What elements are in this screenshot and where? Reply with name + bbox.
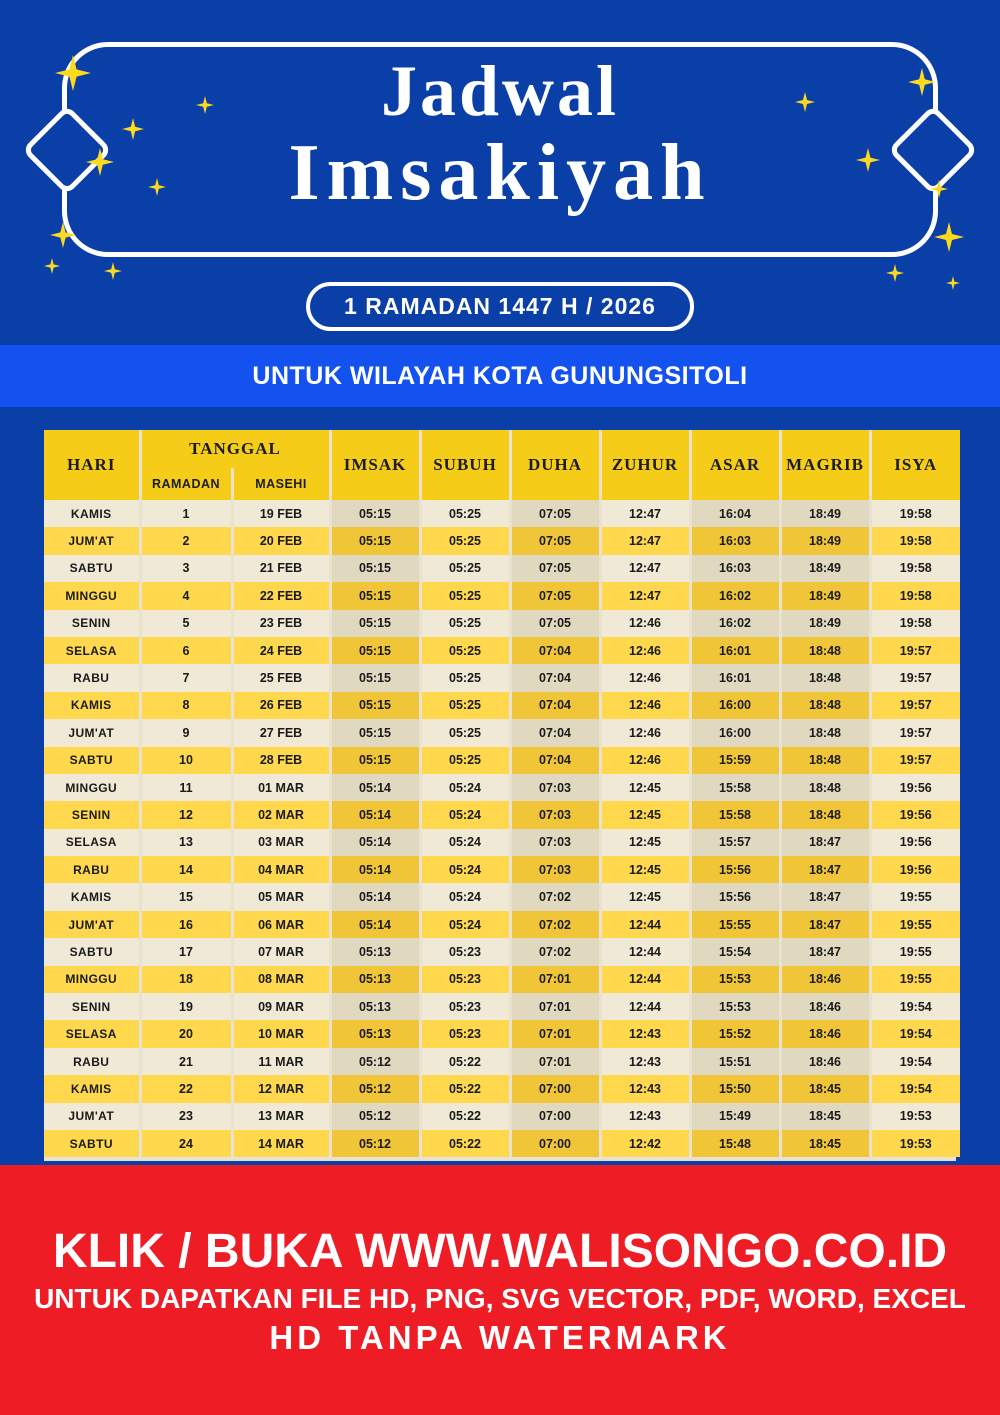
cell-duha: 07:04 xyxy=(510,692,600,719)
table-body xyxy=(44,500,960,1157)
cell-ramadan: 15 xyxy=(140,883,232,910)
cell-magrib: 18:48 xyxy=(780,637,870,664)
cell-ramadan: 9 xyxy=(140,719,232,746)
cell-asar: 15:57 xyxy=(690,829,780,856)
cell-duha: 07:01 xyxy=(510,1020,600,1047)
table-row xyxy=(44,966,960,993)
cell-hari: SELASA xyxy=(44,1020,140,1047)
cell-magrib: 18:49 xyxy=(780,582,870,609)
cell-subuh: 05:23 xyxy=(420,1020,510,1047)
cell-masehi: 03 MAR xyxy=(232,829,330,856)
cell-imsak: 05:15 xyxy=(330,500,420,527)
cell-zuhur: 12:43 xyxy=(600,1020,690,1047)
cell-asar: 15:56 xyxy=(690,856,780,883)
cell-ramadan: 18 xyxy=(140,966,232,993)
cell-duha: 07:04 xyxy=(510,664,600,691)
table-row xyxy=(44,555,960,582)
cell-imsak: 05:12 xyxy=(330,1048,420,1075)
cell-zuhur: 12:45 xyxy=(600,801,690,828)
cell-zuhur: 12:43 xyxy=(600,1048,690,1075)
cell-subuh: 05:25 xyxy=(420,500,510,527)
col-hari: HARI xyxy=(44,430,140,500)
cell-ramadan: 24 xyxy=(140,1130,232,1157)
cell-isya: 19:58 xyxy=(870,555,960,582)
cell-imsak: 05:15 xyxy=(330,692,420,719)
cell-zuhur: 12:44 xyxy=(600,938,690,965)
cell-masehi: 10 MAR xyxy=(232,1020,330,1047)
cell-magrib: 18:49 xyxy=(780,610,870,637)
cell-isya: 19:55 xyxy=(870,883,960,910)
cell-asar: 16:03 xyxy=(690,527,780,554)
cell-zuhur: 12:46 xyxy=(600,637,690,664)
cell-magrib: 18:46 xyxy=(780,1048,870,1075)
cell-isya: 19:56 xyxy=(870,856,960,883)
cell-imsak: 05:14 xyxy=(330,774,420,801)
cell-masehi: 23 FEB xyxy=(232,610,330,637)
cell-isya: 19:57 xyxy=(870,664,960,691)
cell-asar: 15:49 xyxy=(690,1103,780,1130)
cell-subuh: 05:22 xyxy=(420,1075,510,1102)
cell-zuhur: 12:46 xyxy=(600,664,690,691)
cell-isya: 19:54 xyxy=(870,1075,960,1102)
cell-imsak: 05:12 xyxy=(330,1130,420,1157)
table-row xyxy=(44,1103,960,1130)
cell-ramadan: 12 xyxy=(140,801,232,828)
cell-asar: 15:58 xyxy=(690,801,780,828)
cell-subuh: 05:23 xyxy=(420,938,510,965)
cell-isya: 19:54 xyxy=(870,1020,960,1047)
cell-hari: SENIN xyxy=(44,801,140,828)
cell-subuh: 05:24 xyxy=(420,911,510,938)
cell-asar: 15:58 xyxy=(690,774,780,801)
cell-duha: 07:00 xyxy=(510,1130,600,1157)
cell-ramadan: 13 xyxy=(140,829,232,856)
poster-title xyxy=(0,51,1000,217)
cell-masehi: 21 FEB xyxy=(232,555,330,582)
cell-imsak: 05:14 xyxy=(330,883,420,910)
cell-duha: 07:04 xyxy=(510,719,600,746)
cell-hari: MINGGU xyxy=(44,966,140,993)
title-line-1: Jadwal xyxy=(380,51,620,131)
cell-duha: 07:00 xyxy=(510,1103,600,1130)
cell-hari: KAMIS xyxy=(44,883,140,910)
cell-subuh: 05:25 xyxy=(420,719,510,746)
cell-isya: 19:55 xyxy=(870,966,960,993)
cell-magrib: 18:48 xyxy=(780,664,870,691)
schedule-table-container xyxy=(44,430,956,1161)
watermark-banner xyxy=(0,1165,1000,1415)
cell-magrib: 18:48 xyxy=(780,801,870,828)
cell-ramadan: 22 xyxy=(140,1075,232,1102)
cell-imsak: 05:15 xyxy=(330,527,420,554)
cell-subuh: 05:25 xyxy=(420,664,510,691)
cell-masehi: 27 FEB xyxy=(232,719,330,746)
cell-duha: 07:05 xyxy=(510,610,600,637)
cell-zuhur: 12:46 xyxy=(600,719,690,746)
cell-hari: SENIN xyxy=(44,993,140,1020)
cell-imsak: 05:13 xyxy=(330,1020,420,1047)
cell-zuhur: 12:43 xyxy=(600,1103,690,1130)
cell-hari: KAMIS xyxy=(44,692,140,719)
cell-subuh: 05:24 xyxy=(420,829,510,856)
cell-imsak: 05:15 xyxy=(330,637,420,664)
cell-masehi: 01 MAR xyxy=(232,774,330,801)
cell-subuh: 05:22 xyxy=(420,1048,510,1075)
cell-hari: MINGGU xyxy=(44,774,140,801)
cell-ramadan: 21 xyxy=(140,1048,232,1075)
footer-line-1: KLIK / BUKA WWW.WALISONGO.CO.ID xyxy=(52,1224,948,1278)
imsakiyah-table xyxy=(44,430,960,1157)
poster-header xyxy=(0,0,1000,345)
cell-asar: 15:54 xyxy=(690,938,780,965)
cell-magrib: 18:49 xyxy=(780,500,870,527)
cell-magrib: 18:48 xyxy=(780,719,870,746)
cell-asar: 16:00 xyxy=(690,692,780,719)
table-row xyxy=(44,911,960,938)
cell-zuhur: 12:47 xyxy=(600,582,690,609)
cell-masehi: 07 MAR xyxy=(232,938,330,965)
cell-ramadan: 10 xyxy=(140,747,232,774)
cell-isya: 19:53 xyxy=(870,1103,960,1130)
cell-magrib: 18:45 xyxy=(780,1075,870,1102)
cell-subuh: 05:22 xyxy=(420,1103,510,1130)
cell-duha: 07:05 xyxy=(510,555,600,582)
cell-magrib: 18:48 xyxy=(780,774,870,801)
star-icon xyxy=(886,264,904,282)
cell-hari: KAMIS xyxy=(44,500,140,527)
cell-ramadan: 20 xyxy=(140,1020,232,1047)
table-row xyxy=(44,993,960,1020)
cell-hari: SABTU xyxy=(44,938,140,965)
cell-imsak: 05:14 xyxy=(330,856,420,883)
cell-magrib: 18:45 xyxy=(780,1130,870,1157)
cell-isya: 19:53 xyxy=(870,1130,960,1157)
cell-ramadan: 14 xyxy=(140,856,232,883)
cell-magrib: 18:47 xyxy=(780,883,870,910)
cell-ramadan: 16 xyxy=(140,911,232,938)
cell-isya: 19:56 xyxy=(870,774,960,801)
cell-isya: 19:54 xyxy=(870,1048,960,1075)
cell-asar: 16:02 xyxy=(690,582,780,609)
cell-magrib: 18:48 xyxy=(780,692,870,719)
cell-isya: 19:58 xyxy=(870,610,960,637)
cell-asar: 15:59 xyxy=(690,747,780,774)
cell-duha: 07:02 xyxy=(510,883,600,910)
cell-hari: RABU xyxy=(44,856,140,883)
cell-magrib: 18:49 xyxy=(780,527,870,554)
cell-imsak: 05:15 xyxy=(330,747,420,774)
cell-isya: 19:56 xyxy=(870,801,960,828)
cell-hari: JUM'AT xyxy=(44,719,140,746)
cell-hari: SABTU xyxy=(44,747,140,774)
cell-imsak: 05:12 xyxy=(330,1075,420,1102)
cell-zuhur: 12:46 xyxy=(600,610,690,637)
cell-masehi: 06 MAR xyxy=(232,911,330,938)
cell-masehi: 25 FEB xyxy=(232,664,330,691)
cell-hari: SABTU xyxy=(44,1130,140,1157)
cell-asar: 15:51 xyxy=(690,1048,780,1075)
col-zuhur: ZUHUR xyxy=(600,430,690,500)
cell-hari: RABU xyxy=(44,1048,140,1075)
cell-zuhur: 12:42 xyxy=(600,1130,690,1157)
cell-duha: 07:04 xyxy=(510,747,600,774)
cell-duha: 07:04 xyxy=(510,637,600,664)
cell-isya: 19:58 xyxy=(870,500,960,527)
cell-ramadan: 5 xyxy=(140,610,232,637)
cell-asar: 15:50 xyxy=(690,1075,780,1102)
cell-duha: 07:03 xyxy=(510,774,600,801)
footer-line-2: UNTUK DAPATKAN FILE HD, PNG, SVG VECTOR, PDF, WORD, EXCEL xyxy=(34,1282,966,1314)
cell-isya: 19:57 xyxy=(870,637,960,664)
cell-duha: 07:03 xyxy=(510,801,600,828)
cell-subuh: 05:25 xyxy=(420,527,510,554)
cell-masehi: 19 FEB xyxy=(232,500,330,527)
cell-subuh: 05:25 xyxy=(420,637,510,664)
cell-subuh: 05:25 xyxy=(420,555,510,582)
cell-subuh: 05:24 xyxy=(420,774,510,801)
cell-imsak: 05:13 xyxy=(330,993,420,1020)
cell-masehi: 24 FEB xyxy=(232,637,330,664)
cell-subuh: 05:24 xyxy=(420,856,510,883)
cell-subuh: 05:23 xyxy=(420,993,510,1020)
title-line-2: Imsakiyah xyxy=(288,129,712,217)
table-row xyxy=(44,938,960,965)
cell-zuhur: 12:45 xyxy=(600,829,690,856)
cell-magrib: 18:47 xyxy=(780,829,870,856)
cell-masehi: 28 FEB xyxy=(232,747,330,774)
cell-asar: 15:52 xyxy=(690,1020,780,1047)
cell-ramadan: 7 xyxy=(140,664,232,691)
cell-isya: 19:57 xyxy=(870,719,960,746)
cell-asar: 15:53 xyxy=(690,966,780,993)
cell-subuh: 05:24 xyxy=(420,883,510,910)
col-masehi: MASEHI xyxy=(232,468,330,500)
cell-hari: KAMIS xyxy=(44,1075,140,1102)
col-isya: ISYA xyxy=(870,430,960,500)
star-icon xyxy=(104,262,122,280)
cell-ramadan: 8 xyxy=(140,692,232,719)
col-imsak: IMSAK xyxy=(330,430,420,500)
cell-hari: SENIN xyxy=(44,610,140,637)
cell-magrib: 18:45 xyxy=(780,1103,870,1130)
cell-ramadan: 6 xyxy=(140,637,232,664)
cell-imsak: 05:12 xyxy=(330,1103,420,1130)
col-duha: DUHA xyxy=(510,430,600,500)
cell-masehi: 26 FEB xyxy=(232,692,330,719)
cell-duha: 07:01 xyxy=(510,993,600,1020)
col-subuh: SUBUH xyxy=(420,430,510,500)
table-row xyxy=(44,719,960,746)
cell-magrib: 18:47 xyxy=(780,938,870,965)
cell-imsak: 05:15 xyxy=(330,610,420,637)
cell-imsak: 05:14 xyxy=(330,911,420,938)
table-row xyxy=(44,1048,960,1075)
cell-ramadan: 3 xyxy=(140,555,232,582)
cell-hari: JUM'AT xyxy=(44,1103,140,1130)
cell-imsak: 05:15 xyxy=(330,582,420,609)
star-icon xyxy=(946,276,960,290)
cell-ramadan: 19 xyxy=(140,993,232,1020)
cell-isya: 19:55 xyxy=(870,911,960,938)
cell-duha: 07:02 xyxy=(510,911,600,938)
cell-duha: 07:01 xyxy=(510,1048,600,1075)
cell-subuh: 05:25 xyxy=(420,747,510,774)
table-row xyxy=(44,610,960,637)
cell-magrib: 18:46 xyxy=(780,1020,870,1047)
cell-zuhur: 12:45 xyxy=(600,856,690,883)
cell-masehi: 05 MAR xyxy=(232,883,330,910)
cell-duha: 07:05 xyxy=(510,500,600,527)
col-ramadan: RAMADAN xyxy=(140,468,232,500)
cell-ramadan: 17 xyxy=(140,938,232,965)
cell-magrib: 18:47 xyxy=(780,911,870,938)
col-asar: ASAR xyxy=(690,430,780,500)
cell-zuhur: 12:47 xyxy=(600,555,690,582)
cell-asar: 16:03 xyxy=(690,555,780,582)
cell-zuhur: 12:44 xyxy=(600,911,690,938)
cell-imsak: 05:13 xyxy=(330,938,420,965)
cell-imsak: 05:15 xyxy=(330,664,420,691)
cell-asar: 16:02 xyxy=(690,610,780,637)
star-icon xyxy=(934,222,964,252)
cell-hari: SELASA xyxy=(44,637,140,664)
cell-imsak: 05:14 xyxy=(330,801,420,828)
cell-isya: 19:55 xyxy=(870,938,960,965)
cell-asar: 16:04 xyxy=(690,500,780,527)
cell-masehi: 13 MAR xyxy=(232,1103,330,1130)
region-bar xyxy=(0,345,1000,407)
cell-ramadan: 11 xyxy=(140,774,232,801)
cell-duha: 07:03 xyxy=(510,856,600,883)
col-tanggal: TANGGAL xyxy=(140,430,330,468)
cell-hari: JUM'AT xyxy=(44,911,140,938)
ramadan-date-badge: 1 RAMADAN 1447 H / 2026 xyxy=(306,282,694,331)
cell-hari: RABU xyxy=(44,664,140,691)
cell-zuhur: 12:44 xyxy=(600,993,690,1020)
cell-zuhur: 12:47 xyxy=(600,527,690,554)
cell-duha: 07:05 xyxy=(510,527,600,554)
cell-zuhur: 12:44 xyxy=(600,966,690,993)
star-icon xyxy=(44,258,60,274)
cell-subuh: 05:23 xyxy=(420,966,510,993)
cell-imsak: 05:15 xyxy=(330,555,420,582)
table-row xyxy=(44,500,960,527)
cell-isya: 19:57 xyxy=(870,692,960,719)
cell-asar: 16:01 xyxy=(690,637,780,664)
cell-zuhur: 12:43 xyxy=(600,1075,690,1102)
region-label: UNTUK WILAYAH KOTA GUNUNGSITOLI xyxy=(252,361,748,390)
cell-masehi: 11 MAR xyxy=(232,1048,330,1075)
table-head xyxy=(44,430,960,500)
cell-zuhur: 12:47 xyxy=(600,500,690,527)
cell-masehi: 09 MAR xyxy=(232,993,330,1020)
cell-hari: SELASA xyxy=(44,829,140,856)
cell-isya: 19:58 xyxy=(870,582,960,609)
cell-magrib: 18:47 xyxy=(780,856,870,883)
cell-magrib: 18:49 xyxy=(780,555,870,582)
cell-duha: 07:02 xyxy=(510,938,600,965)
cell-duha: 07:03 xyxy=(510,829,600,856)
cell-subuh: 05:25 xyxy=(420,610,510,637)
cell-masehi: 04 MAR xyxy=(232,856,330,883)
cell-asar: 15:56 xyxy=(690,883,780,910)
cell-duha: 07:05 xyxy=(510,582,600,609)
cell-zuhur: 12:46 xyxy=(600,692,690,719)
cell-masehi: 12 MAR xyxy=(232,1075,330,1102)
cell-subuh: 05:25 xyxy=(420,692,510,719)
table-row xyxy=(44,829,960,856)
cell-imsak: 05:14 xyxy=(330,829,420,856)
cell-isya: 19:58 xyxy=(870,527,960,554)
cell-imsak: 05:15 xyxy=(330,719,420,746)
cell-ramadan: 4 xyxy=(140,582,232,609)
cell-hari: JUM'AT xyxy=(44,527,140,554)
cell-ramadan: 2 xyxy=(140,527,232,554)
table-row xyxy=(44,637,960,664)
cell-zuhur: 12:45 xyxy=(600,774,690,801)
cell-masehi: 20 FEB xyxy=(232,527,330,554)
table-row xyxy=(44,774,960,801)
cell-zuhur: 12:45 xyxy=(600,883,690,910)
cell-magrib: 18:46 xyxy=(780,993,870,1020)
cell-isya: 19:57 xyxy=(870,747,960,774)
cell-asar: 15:55 xyxy=(690,911,780,938)
table-row xyxy=(44,856,960,883)
cell-duha: 07:00 xyxy=(510,1075,600,1102)
col-magrib: MAGRIB xyxy=(780,430,870,500)
cell-hari: SABTU xyxy=(44,555,140,582)
cell-isya: 19:56 xyxy=(870,829,960,856)
table-row xyxy=(44,582,960,609)
cell-asar: 15:53 xyxy=(690,993,780,1020)
cell-magrib: 18:48 xyxy=(780,747,870,774)
cell-asar: 16:00 xyxy=(690,719,780,746)
cell-masehi: 08 MAR xyxy=(232,966,330,993)
cell-subuh: 05:25 xyxy=(420,582,510,609)
table-row xyxy=(44,883,960,910)
cell-masehi: 22 FEB xyxy=(232,582,330,609)
cell-magrib: 18:46 xyxy=(780,966,870,993)
cell-ramadan: 23 xyxy=(140,1103,232,1130)
table-row xyxy=(44,664,960,691)
table-row xyxy=(44,747,960,774)
table-row xyxy=(44,692,960,719)
cell-subuh: 05:24 xyxy=(420,801,510,828)
table-row xyxy=(44,1020,960,1047)
cell-imsak: 05:13 xyxy=(330,966,420,993)
table-row xyxy=(44,801,960,828)
cell-subuh: 05:22 xyxy=(420,1130,510,1157)
cell-masehi: 14 MAR xyxy=(232,1130,330,1157)
cell-zuhur: 12:46 xyxy=(600,747,690,774)
cell-duha: 07:01 xyxy=(510,966,600,993)
footer-line-3: HD TANPA WATERMARK xyxy=(269,1318,731,1356)
cell-isya: 19:54 xyxy=(870,993,960,1020)
cell-asar: 16:01 xyxy=(690,664,780,691)
table-row xyxy=(44,1075,960,1102)
table-row xyxy=(44,527,960,554)
cell-hari: MINGGU xyxy=(44,582,140,609)
cell-masehi: 02 MAR xyxy=(232,801,330,828)
cell-ramadan: 1 xyxy=(140,500,232,527)
cell-asar: 15:48 xyxy=(690,1130,780,1157)
table-row xyxy=(44,1130,960,1157)
